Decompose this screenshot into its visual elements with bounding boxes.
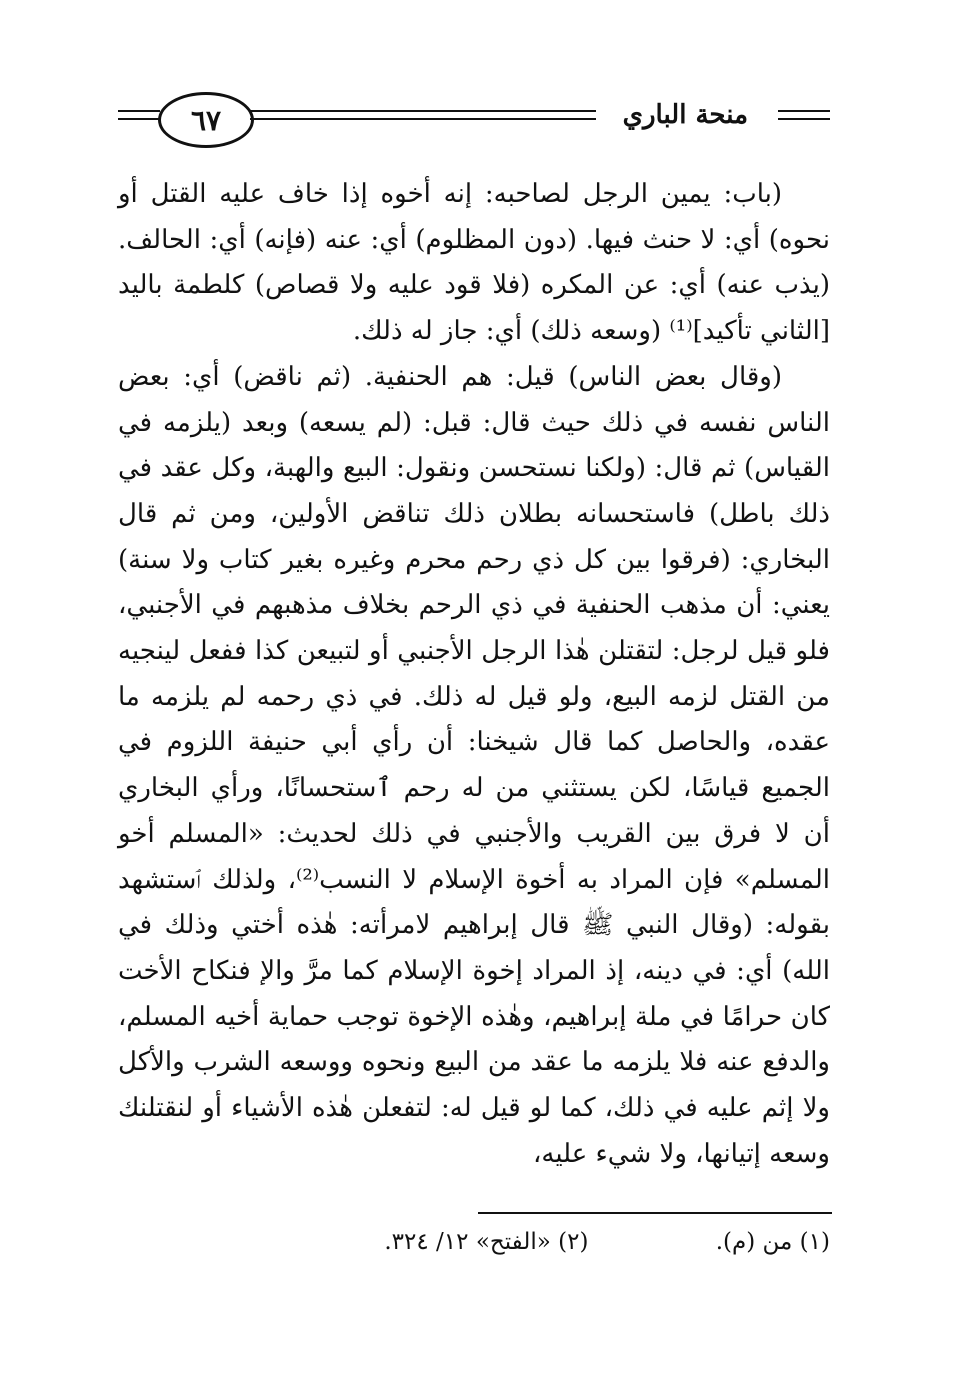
main-text [118, 172, 830, 1177]
page-header [118, 92, 830, 148]
paragraph-2: (وقال بعض الناس) قيل: هم الحنفية. (ثم ناقض) أي: بعض الناس نفسه في ذلك حيث قال: قبل: (لم يسعه) وبعد (يلزمه في القياس) ثم قال: (ولكنا نستحسن ونقول: البيع والهبة، وكل عقد في ذلك باطل) فاستحسانه بطلان ذلك تناقض الأولين، ومن ثم قال البخاري: (فرقوا بين كل ذي رحم محرم وغيره بغير كتاب ولا سنة) يعني: أن مذهب الحنفية في ذي الرحم بخلاف مذهبهم في الأجنبي، فلو قيل لرجل: لتقتلن هٰذا الرجل الأجنبي أو لتبيعن كذا ففعل لينجيه من القتل لزمه البيع، ولو قيل له ذلك. في ذي رحمه لم يلزمه ما عقده، والحاصل كما قال شيخنا: أن رأي أبي حنيفة اللزوم في الجميع قياسًا، لكن يستثني من له رحم ٱستحسانًا، ورأي البخاري أن لا فرق بين القريب والأجنبي في ذلك لحديث: «المسلم أخو المسلم» فإن المراد به أخوة الإسلام لا النسب⁽²⁾، ولذلك ٱستشهد بقوله: (وقال النبي ﷺ قال إبراهيم لامرأته: هٰذه أختي وذلك في الله) أي: في دينه، إذ المراد إخوة الإسلام كما مرَّ والإ فنكاح الأخت كان حرامًا في ملة إبراهيم، وهٰذه الإخوة توجب حماية أخيه المسلم، والدفع عنه فلا يلزمه ما عقد من البيع ونحوه ووسعه الشرب والأكل ولا إثم عليه في ذلك، كما لو قيل له: لتفعلن هٰذه الأشياء أو لنقتلنك وسعه إتيانها، ولا شيء عليه، [118, 361, 830, 1169]
footnote-separator [478, 1212, 832, 1214]
header-rule-middle-bottom [250, 118, 596, 120]
header-rule-middle-top [250, 110, 596, 112]
header-rule-right-top [778, 110, 830, 112]
header-rule-right-bottom [778, 118, 830, 120]
footnotes [118, 1222, 830, 1262]
page-number: ٦٧ [190, 103, 222, 137]
header-rule-left-bottom [118, 118, 160, 120]
footnote-2: (٢) «الفتح» ١٢/ ٣٢٤. [384, 1229, 589, 1255]
footnote-1: (١) من (م). [715, 1229, 830, 1255]
header-rule-left-top [118, 110, 160, 112]
page-number-badge [158, 92, 254, 148]
book-title: منحة الباري [622, 100, 748, 130]
paragraph-1: (باب: يمين الرجل لصاحبه: إنه أخوه إذا خاف عليه القتل أو نحوه) أي: لا حنث فيها. (دون المظلوم) أي: عنه (فإنه) أي: الحالف. (يذب عنه) أي: عن المكره (فلا قود عليه ولا قصاص) كلطمة باليد [الثاني تأكيد]⁽¹⁾ (وسعه ذلك) أي: جاز له ذلك. [118, 179, 830, 347]
